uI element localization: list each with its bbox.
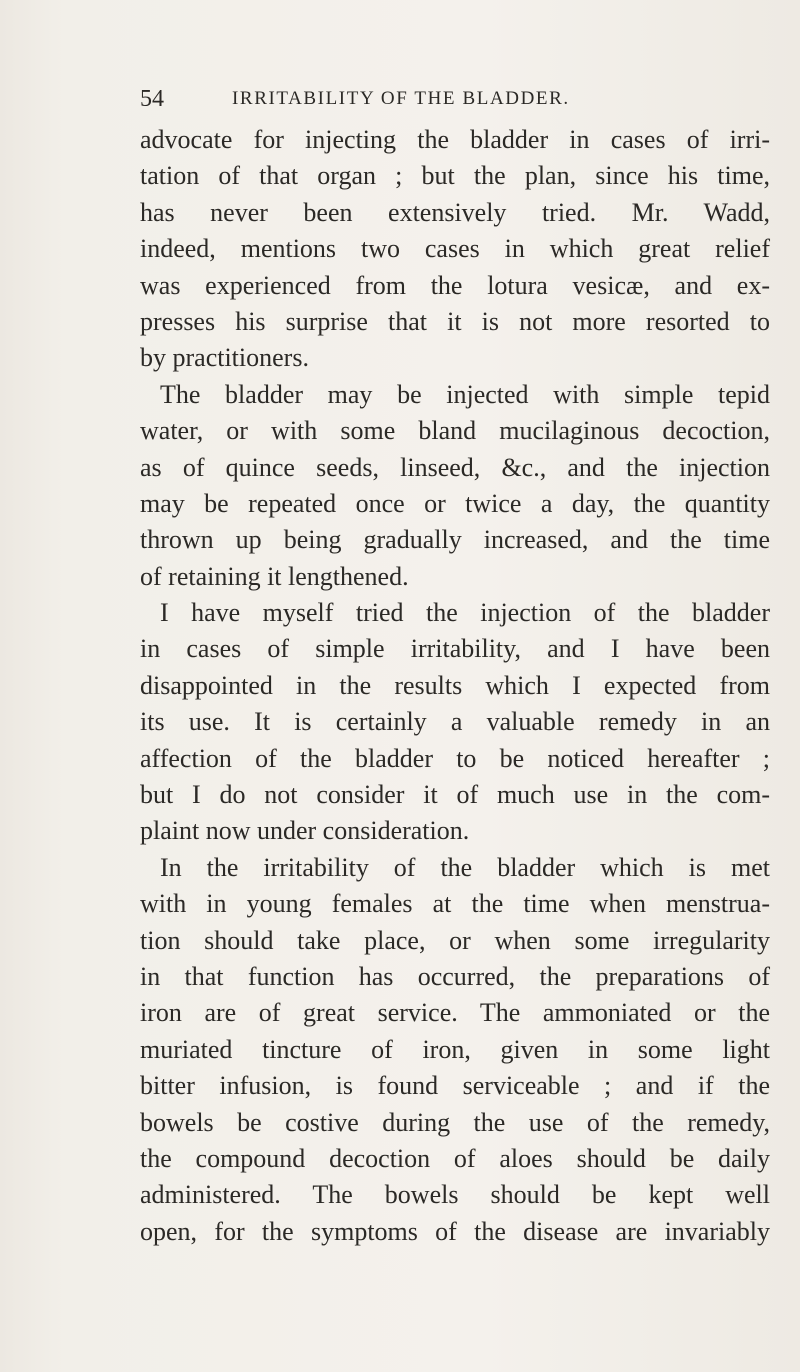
text-line: in that function has occurred, the preparations of [140,961,770,991]
text-line: as of quince seeds, linseed, &c., and the injection [140,452,770,482]
text-line: was experienced from the lotura vesicæ, and ex- [140,270,770,300]
text-line: administered. The bowels should be kept well [140,1180,770,1210]
body-text [140,122,770,1250]
text-line: may be repeated once or twice a day, the quantity [140,488,770,518]
text-line: muriated tincture of iron, given in some light [140,1034,770,1064]
text-line: but I do not consider it of much use in the com- [140,780,770,810]
text-line: tation of that organ ; but the plan, since his time, [140,161,770,191]
text-line: the compound decoction of aloes should be daily [140,1143,770,1173]
running-title: IRRITABILITY OF THE BLADDER. [232,88,570,109]
text-line: its use. It is certainly a valuable remedy in an [140,707,770,737]
text-line: in cases of simple irritability, and I have been [140,634,770,664]
page-number: 54 [140,86,164,112]
text-line: affection of the bladder to be noticed hereafter ; [140,743,770,773]
paragraph-start-line: In the irritability of the bladder which is met [160,852,770,882]
text-line: indeed, mentions two cases in which great relief [140,234,770,264]
text-line: thrown up being gradually increased, and the time [140,525,770,555]
text-line: water, or with some bland mucilaginous decoction, [140,416,770,446]
paragraph-start-line: The bladder may be injected with simple tepid [160,379,770,409]
text-line: with in young females at the time when menstrua- [140,889,770,919]
paragraph-start-line: I have myself tried the injection of the bladder [160,598,770,628]
paragraph-end-line: by practitioners. [140,343,309,373]
text-line: iron are of great service. The ammoniated or the [140,998,770,1028]
text-line: open, for the symptoms of the disease are invariably [140,1216,770,1246]
paragraph-end-line: of retaining it lengthened. [140,561,409,591]
running-head [140,84,700,114]
text-line: disappointed in the results which I expected from [140,670,770,700]
text-line: bowels be costive during the use of the remedy, [140,1107,770,1137]
text-line: tion should take place, or when some irregularity [140,925,770,955]
text-line: has never been extensively tried. Mr. Wadd, [140,197,770,227]
text-line: presses his surprise that it is not more resorted to [140,306,770,336]
paragraph-end-line: plaint now under consideration. [140,816,470,846]
text-line: bitter infusion, is found serviceable ; and if the [140,1071,770,1101]
text-line: advocate for injecting the bladder in cases of irri- [140,125,770,154]
